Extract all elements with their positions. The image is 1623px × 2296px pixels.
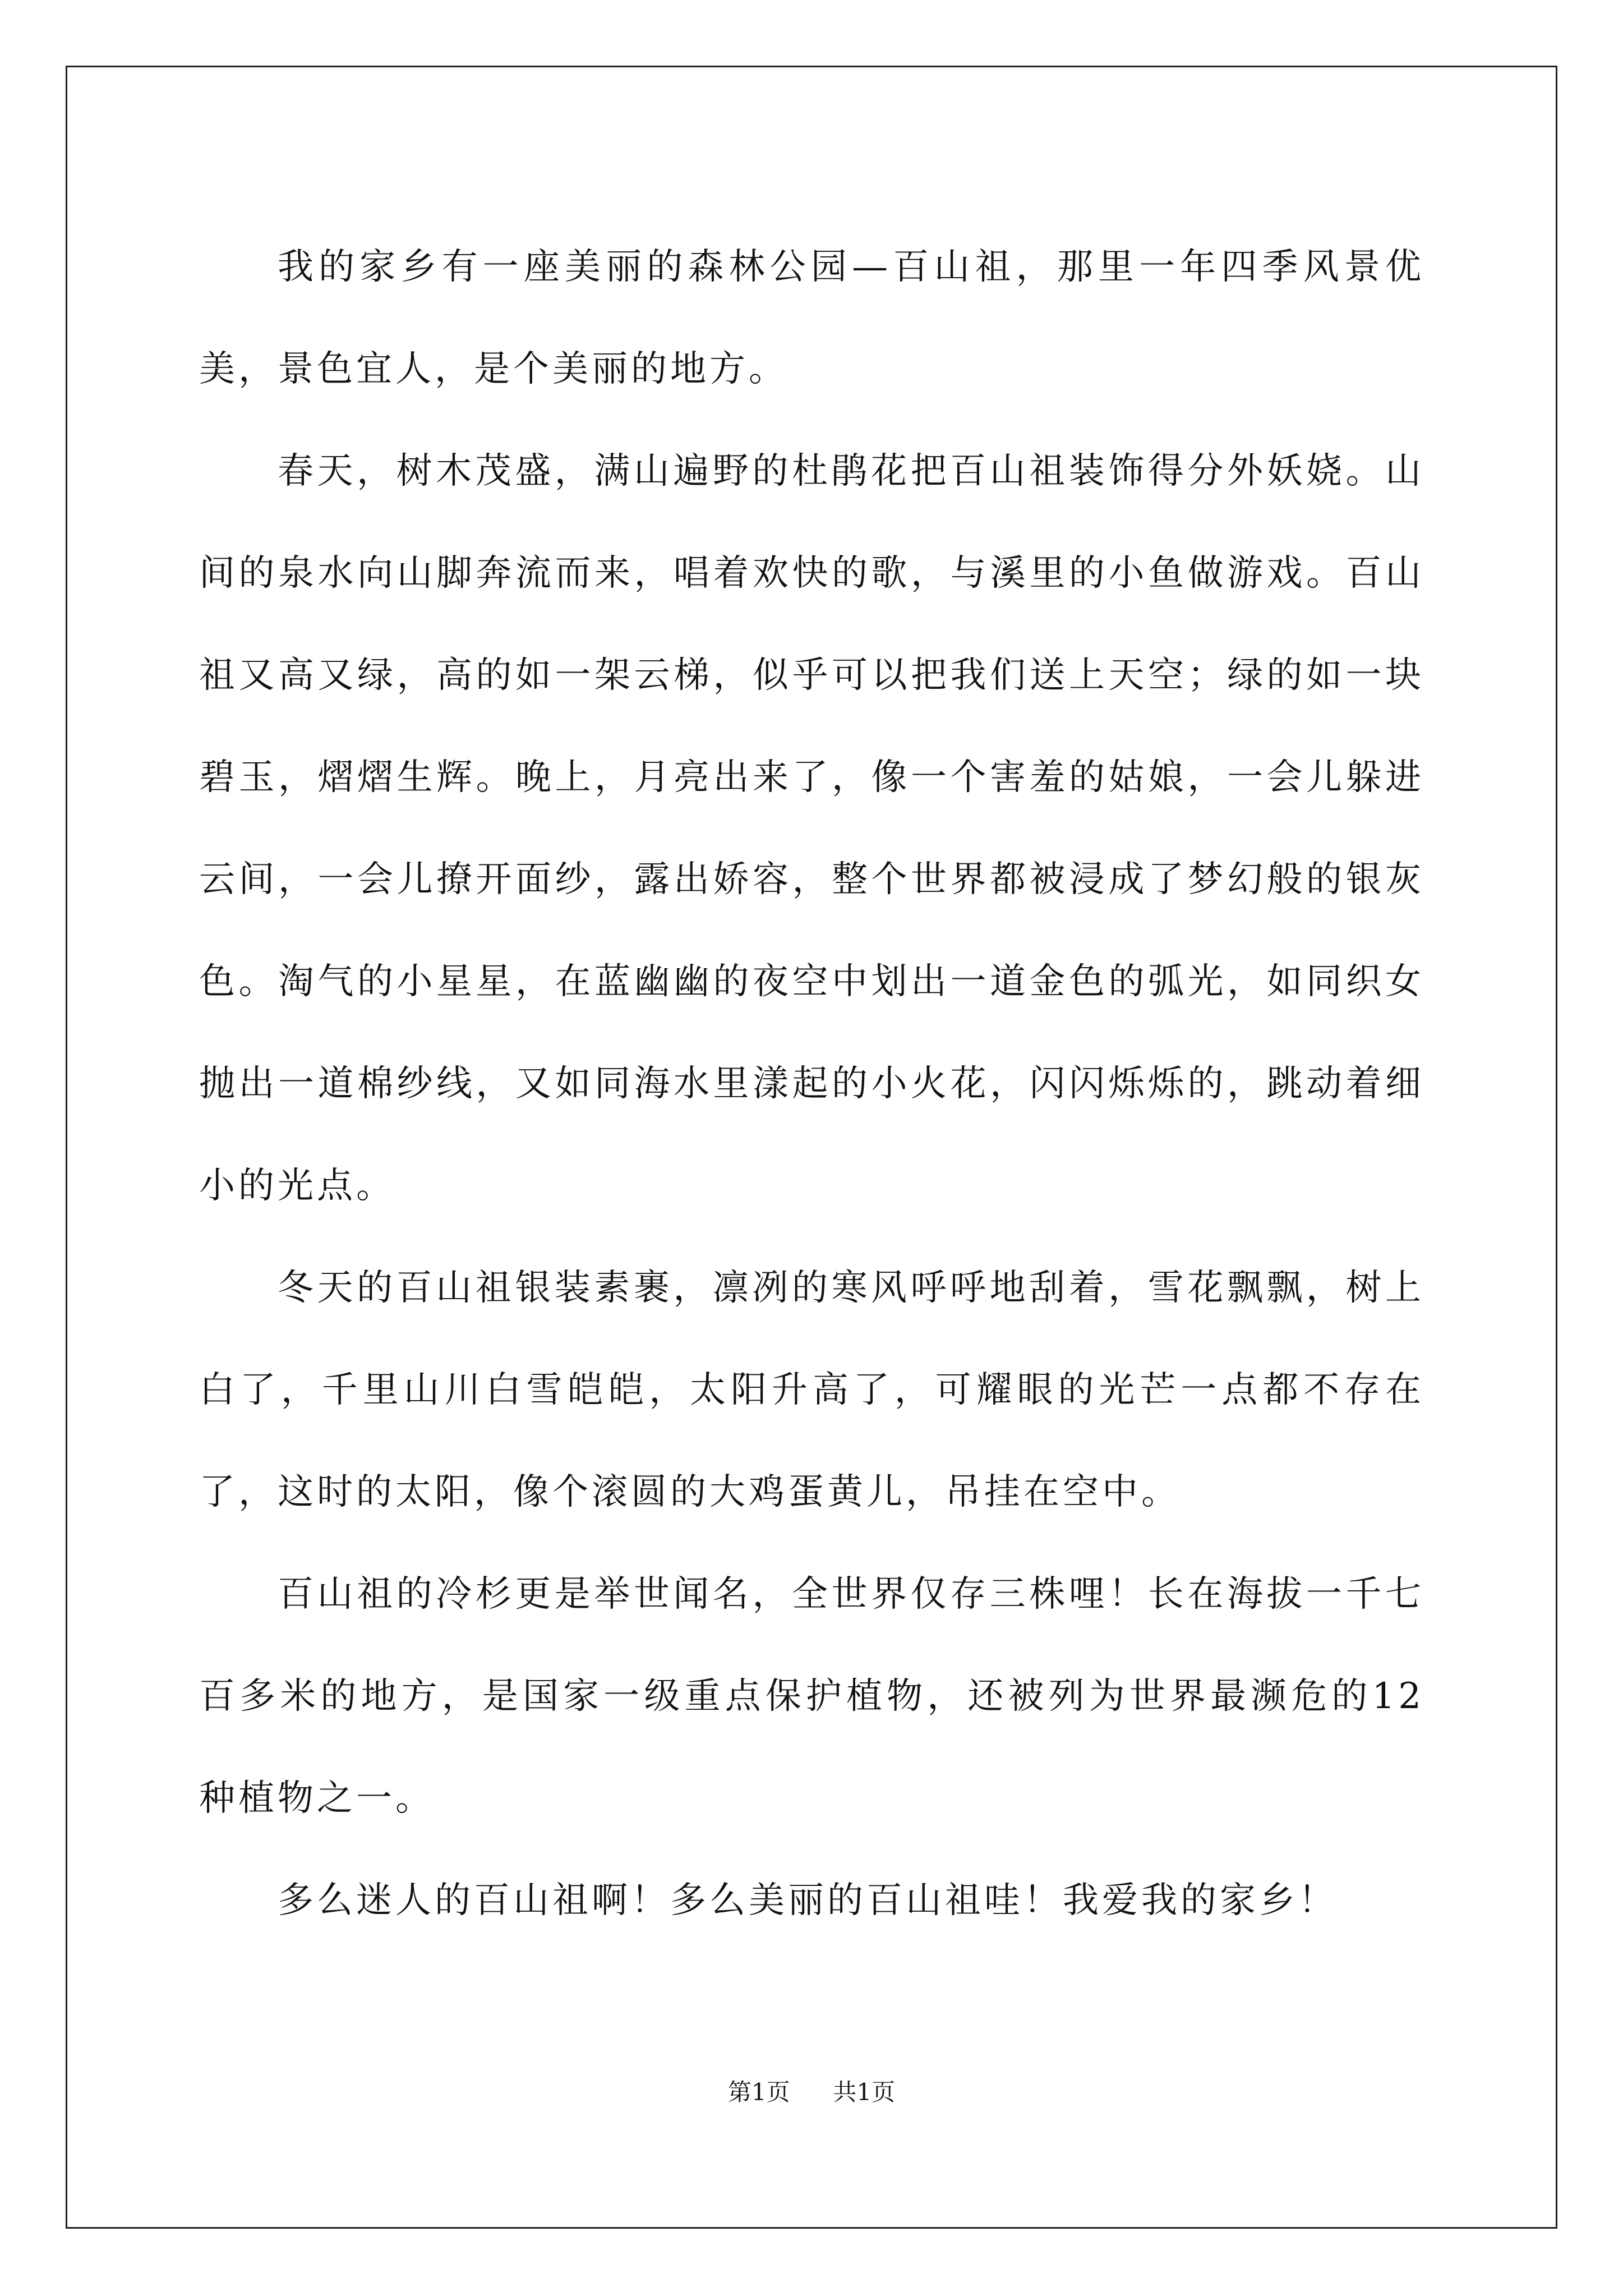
paragraph-fir: 百山祖的冷杉更是举世闻名，全世界仅存三株哩！长在海拔一千七百多米的地方，是国家一级重点保护植物，还被列为世界最濒危的12种植物之一。 [199, 1573, 1424, 1819]
paragraph-winter: 冬天的百山祖银装素裹，凛冽的寒风呼呼地刮着，雪花飘飘，树上白了，千里山川白雪皑皑，太阳升高了，可耀眼的光芒一点都不存在了，这时的太阳，像个滚圆的大鸡蛋黄儿，吊挂在空中。 [199, 1267, 1424, 1513]
page-number-total: 共1页 [833, 2078, 896, 2106]
document-body [199, 216, 1424, 1952]
paragraph-spring: 春天，树木茂盛，满山遍野的杜鹃花把百山祖装饰得分外妖娆。山间的泉水向山脚奔流而来，唱着欢快的歌，与溪里的小鱼做游戏。百山祖又高又绿，高的如一架云梯，似乎可以把我们送上天空；绿的如一块碧玉，熠熠生辉。晚上，月亮出来了，像一个害羞的姑娘，一会儿躲进云间，一会儿撩开面纱，露出娇容，整个世界都被浸成了梦幻般的银灰色。淘气的小星星，在蓝幽幽的夜空中划出一道金色的弧光，如同织女抛出一道棉纱线，又如同海水里漾起的小火花，闪闪烁烁的，跳动着细小的光点。 [199, 450, 1424, 1207]
page-footer [0, 2076, 1623, 2109]
paragraph-closing: 多么迷人的百山祖啊！多么美丽的百山祖哇！我爱我的家乡！ [278, 1880, 1338, 1921]
page-number-current: 第1页 [727, 2078, 790, 2106]
paragraph-intro: 我的家乡有一座美丽的森林公园—百山祖，那里一年四季风景优美，景色宜人，是个美丽的地方。 [199, 246, 1424, 390]
